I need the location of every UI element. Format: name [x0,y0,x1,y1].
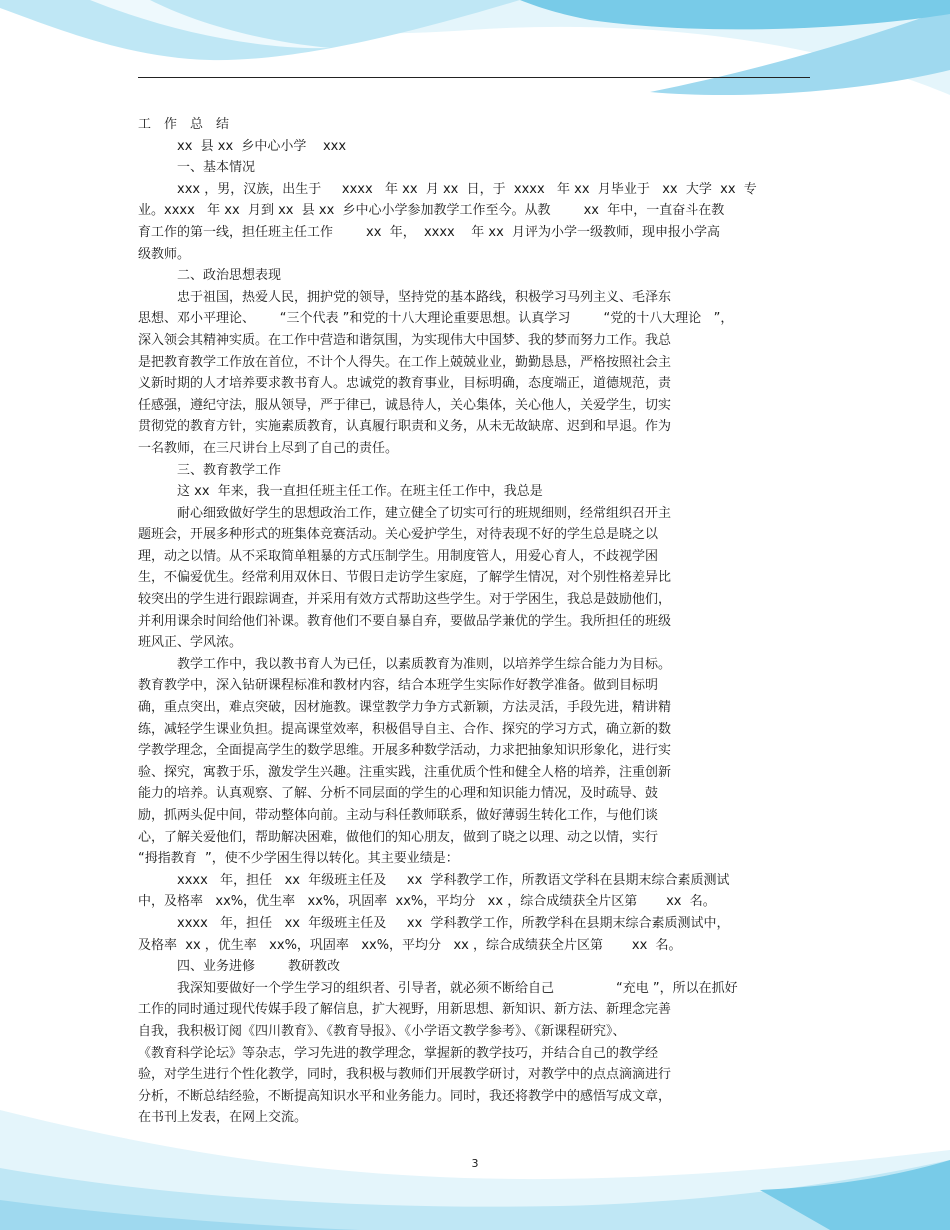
text-line: 教学工作中，我以教书育人为已任，以素质教育为准则，以培养学生综合能力为目标。 [138,656,672,672]
text-line: 确，重点突出，难点突破，因材施教。课堂教学力争方式新颖，方法灵活，手段先进，精讲精 [138,700,672,716]
text-line: 学教学理念，全面提高学生的数学思维。开展多种数学活动，力求把抽象知识形象化，进行实 [138,743,672,759]
text-line: xxxx 年，担任 xx 年级班主任及 xx 学科教学工作，所教语文学科在县期末综合素质测试 [138,872,730,888]
text-line: 及格率 xx ，优生率 xx%，巩固率 xx%，平均分 xx ，综合成绩获全片区第 xx 名。 [138,937,682,953]
text-line: 班风正、学风浓。 [138,635,243,651]
text-line: 是把教育教学工作放在首位，不计个人得失。在工作上兢兢业业，勤勤恳恳，严格按照社会主 [138,354,672,370]
text-line: 思想、邓小平理论、 “三个代表 ”和党的十八大理论重要思想。认真学习 “党的十八大理论 ”， [138,311,734,327]
text-line: 级教师。 [138,246,191,262]
text-line: 耐心细致做好学生的思想政治工作，建立健全了切实可行的班规细则，经常组织召开主 [138,505,672,521]
text-line: 验、探究，寓教于乐，激发学生兴趣。注重实践，注重优质个性和健全人格的培养，注重创新 [138,764,672,780]
document-body [138,114,810,1129]
text-line: 任感强，遵纪守法，服从领导，严于律已，诚恳待人，关心集体，关心他人，关爱学生，切实 [138,397,672,413]
text-line: “拇指教育 ”，使不少学困生得以转化。其主要业绩是： [138,851,459,867]
text-line: xx 县 xx 乡中心小学 xxx [138,138,347,154]
text-line: 理，动之以情。从不采取简单粗暴的方式压制学生。用制度管人，用爱心育人，不歧视学困 [138,548,659,564]
text-line: 工 作 总 结 [138,117,230,132]
header-rule [138,77,810,78]
text-line: 心，了解关爱他们，帮助解决困难，做他们的知心朋友，做到了晓之以理、动之以情，实行 [138,829,659,845]
text-line: 二、政治思想表现 [138,268,282,284]
text-line: 在书刊上发表，在网上交流。 [138,1110,308,1126]
text-line: 这 xx 年来，我一直担任班主任工作。在班主任工作中，我总是 [138,484,543,500]
text-line: 我深知要做好一个学生学习的组织者、引导者，就必须不断给自己 “充电 ”，所以在抓好 [138,980,738,996]
text-line: 贯彻党的教育方针，实施素质教育，认真履行职责和义务，从未无故缺席、迟到和早退。作为 [138,419,672,435]
text-line: 三、教育教学工作 [138,462,282,478]
text-line: 题班会，开展多种形式的班集体竞赛活动。关心爱护学生，对待表现不好的学生总是晓之以 [138,527,659,543]
text-line: 四、业务进修 教研教改 [138,959,341,975]
text-line: 教育教学中，深入钻研课程标准和教材内容，结合本班学生实际作好教学准备。做到目标明 [138,678,659,694]
text-line: 分析，不断总结经验，不断提高知识水平和业务能力。同时，我还将教学中的感悟写成文章， [138,1088,672,1104]
text-line: 较突出的学生进行跟踪调查，并采用有效方式帮助这些学生。对于学困生，我总是鼓励他们， [138,592,672,608]
text-line: 义新时期的人才培养要求教书育人。忠诚党的教育事业，目标明确，态度端正，道德规范，责 [138,376,672,392]
text-line: 验，对学生进行个性化教学，同时，我积极与教师们开展教学研讨，对教学中的点点滴滴进行 [138,1067,672,1083]
text-line: xxx ，男，汉族，出生于 xxxx 年 xx 月 xx 日，于 xxxx 年 xx 月毕业于 xx 大学 xx 专 [138,181,757,197]
text-line: 自我，我积极订阅《四川教育》、《教育导报》、《小学语文教学参考》、《新课程研究》、 [138,1023,626,1039]
text-line: 育工作的第一线，担任班主任工作 xx 年， xxxx 年 xx 月评为小学一级教师，现申报小学高 [138,224,721,240]
text-line: 工作的同时通过现代传媒手段了解信息，扩大视野，用新思想、新知识、新方法、新理念完善 [138,1002,672,1018]
text-line: 《教育科学论坛》等杂志，学习先进的教学理念，掌握新的教学技巧，并结合自己的教学经 [138,1045,659,1061]
text-line: 一名教师，在三尺讲台上尽到了自己的责任。 [138,440,399,456]
page-number: 3 [471,1157,479,1170]
text-line: 深入领会其精神实质。在工作中营造和谐氛围，为实现伟大中国梦、我的梦而努力工作。我总 [138,332,672,348]
text-line: xxxx 年，担任 xx 年级班主任及 xx 学科教学工作，所教学科在县期末综合素质测试中， [138,915,730,931]
text-line: 能力的培养。认真观察、了解、分析不同层面的学生的心理和知识能力情况，及时疏导、鼓 [138,786,659,802]
text-line: 一、基本情况 [138,160,256,176]
text-line: 业。xxxx 年 xx 月到 xx 县 xx 乡中心小学参加教学工作至今。从教 xx 年中，一直奋斗在教 [138,203,725,219]
text-line: 忠于祖国，热爱人民，拥护党的领导，坚持党的基本路线，积极学习马列主义、毛泽东 [138,289,672,305]
text-line: 并利用课余时间给他们补课。教育他们不要自暴自弃，要做品学兼优的学生。我所担任的班级 [138,613,672,629]
text-line: 中，及格率 xx%，优生率 xx%，巩固率 xx%，平均分 xx ，综合成绩获全片区第 xx 名。 [138,894,716,910]
text-line: 生，不偏爱优生。经常利用双休日、节假日走访学生家庭，了解学生情况，对个别性格差异比 [138,570,672,586]
text-line: 练，减轻学生课业负担。提高课堂效率，积极倡导自主、合作、探究的学习方式，确立新的数 [138,721,672,737]
text-line: 励，抓两头促中间，带动整体向前。主动与科任教师联系，做好薄弱生转化工作，与他们谈 [138,808,659,823]
